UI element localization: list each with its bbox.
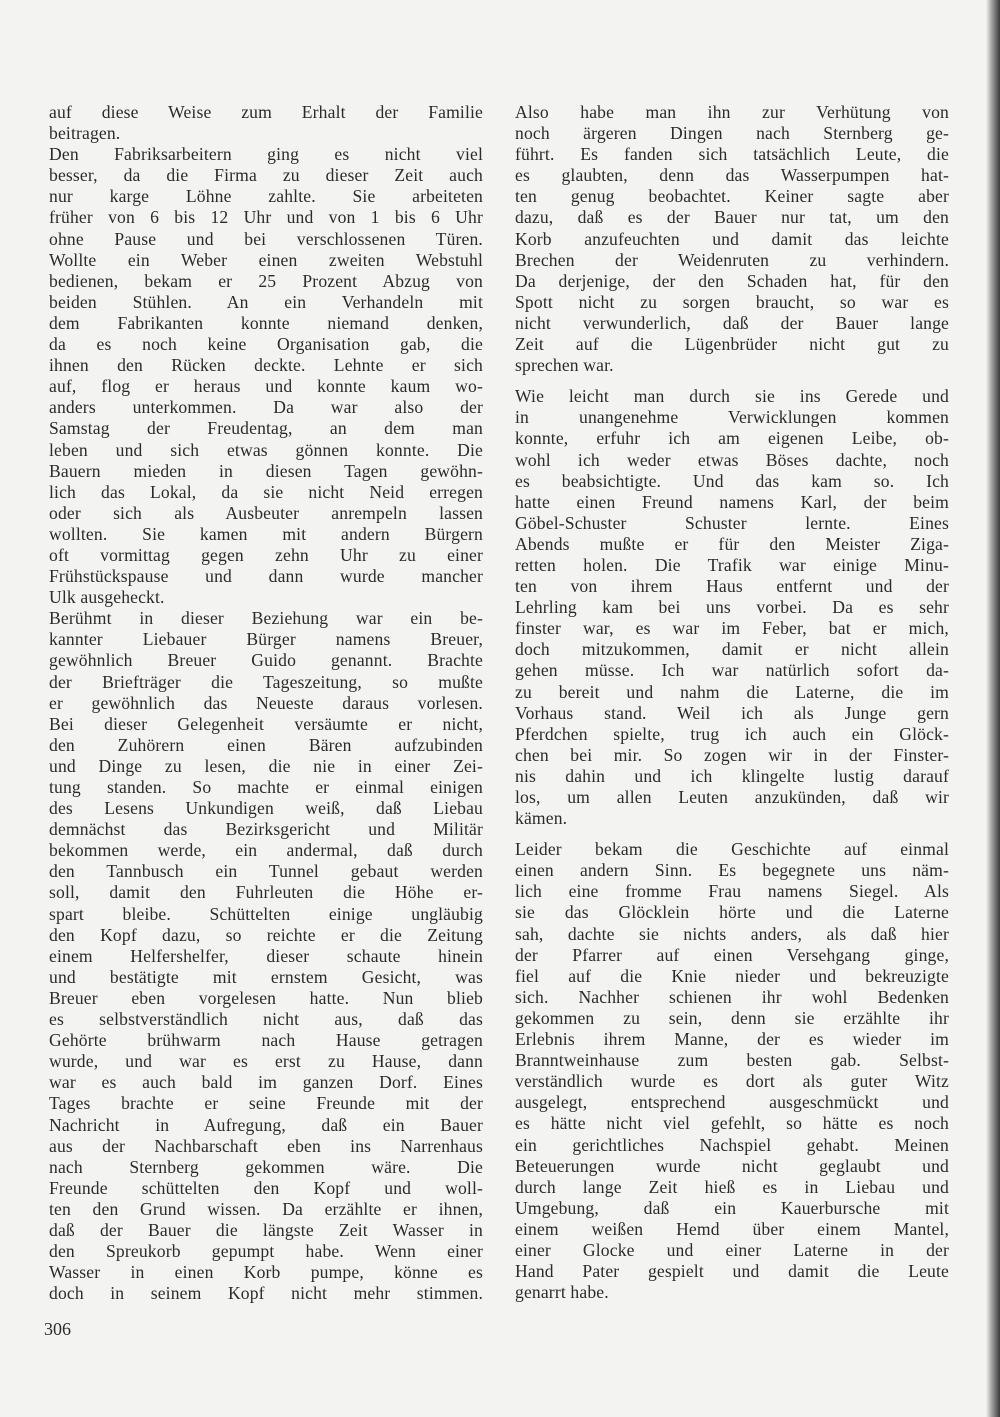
text-line: Leider bekam die Geschichte auf einmal [515,839,949,860]
text-line: finster war, es war im Feber, bat er mich, [515,618,949,639]
text-line: nur karge Löhne zahlte. Sie arbeiteten [49,186,483,207]
text-line: Wasser in einen Korb pumpe, könne es [49,1262,483,1283]
text-line: Vorhaus stand. Weil ich als Junge gern [515,702,949,723]
text-line: noch ärgeren Dingen nach Sternberg ge- [515,123,949,144]
text-line: oft vormittag gegen zehn Uhr zu einer [49,544,483,565]
text-line: beiden Stühlen. An ein Verhandeln mit [49,291,483,312]
text-line: in unangenehme Verwicklungen kommen [515,407,949,428]
text-line: des Lesens Unkundigen weiß, daß Liebau [49,798,483,819]
text-line: genarrt habe. [515,1282,609,1303]
text-line: chen bei mir. So zogen wir in der Finster- [515,744,949,765]
text-line: Hand Pater gespielt und damit die Leute [515,1261,949,1282]
page-edge-shadow [986,0,1000,1417]
text-line: und Dinge zu lesen, die nie in einer Zei- [49,755,483,776]
text-line: gewöhnlich Breuer Guido genannt. Brachte [49,650,483,671]
text-line: Breuer eben vorgelesen hatte. Nun blieb [49,987,483,1008]
text-line: er gewöhnlich das Neueste daraus vorlesen. [49,692,483,713]
text-line: soll, damit den Fuhrleuten die Höhe er- [49,882,483,903]
text-line: auf diese Weise zum Erhalt der Familie [49,102,483,122]
text-line: einem Helfershelfer, dieser schaute hinein [49,945,483,966]
text-line: doch in seinem Kopf nicht mehr stimmen. [49,1283,483,1304]
text-line: Göbel-Schuster Schuster lernte. Eines [515,512,949,533]
paragraph [49,608,483,1304]
text-line: Freunde schüttelten den Kopf und woll- [49,1177,483,1198]
text-line: ten genug beobachtet. Keiner sagte aber [515,186,949,207]
text-line: Beteuerungen wurde nicht geglaubt und [515,1155,949,1176]
text-line: Umgebung, daß ein Kauerbursche mit [515,1197,949,1218]
text-line: Frühstückspause und dann wurde mancher [49,566,483,587]
text-line: bedienen, bekam er 25 Prozent Abzug von [49,270,483,291]
text-line: einen andern Sinn. Es begegnete uns näm- [515,860,949,881]
text-line: den Zuhörern einen Bären aufzubinden [49,734,483,755]
text-line: Samstag der Freudentag, an dem man [49,418,483,439]
text-line: bekommen werde, ein andermal, daß durch [49,840,483,861]
page-number: 306 [44,1319,71,1339]
text-line: gehen müsse. Ich war natürlich sofort da- [515,660,949,681]
text-line: es beabsichtigte. Und das kam so. Ich [515,470,949,491]
text-line: Brechen der Weidenruten zu verhindern. [515,249,949,270]
text-line: ohne Pause und bei verschlossenen Türen. [49,228,483,249]
text-line: Da derjenige, der den Schaden hat, für den [515,270,949,291]
text-line: Erlebnis ihrem Manne, der es wieder im [515,1029,949,1050]
text-line: leben und sich etwas gönnen konnte. Die [49,439,483,460]
text-line: da es noch keine Organisation gab, die [49,334,483,355]
text-line: Nachricht in Aufregung, daß ein Bauer [49,1114,483,1135]
text-line: kämen. [515,808,568,829]
text-line: Korb anzufeuchten und damit das leichte [515,228,949,249]
text-line: Pferdchen spielte, trug ich auch ein Glöck- [515,723,949,744]
text-line: Bei dieser Gelegenheit versäumte er nicht, [49,713,483,734]
text-line: einer Glocke und einer Laterne in der [515,1239,949,1260]
text-line: führt. Es fanden sich tatsächlich Leute, die [515,144,949,165]
text-line: Tages brachte er seine Freunde mit der [49,1093,483,1114]
right-text-column [515,102,949,1303]
text-line: es hätte nicht viel gefehlt, so hätte es noch [515,1113,949,1134]
text-line: sprechen war. [515,355,614,376]
text-line: einem weißen Hemd über einem Mantel, [515,1218,949,1239]
text-line: es selbstverständlich nicht aus, daß das [49,1009,483,1030]
text-line: der Briefträger die Tageszeitung, so mußte [49,671,483,692]
text-line: durch lange Zeit hieß es in Liebau und [515,1176,949,1197]
text-line: ein gerichtliches Nachspiel gehabt. Meinen [515,1134,949,1155]
text-line: den Tannbusch ein Tunnel gebaut werden [49,861,483,882]
text-line: den Kopf dazu, so reichte er die Zeitung [49,924,483,945]
text-line: gekommen zu sein, denn sie erzählte ihr [515,1007,949,1028]
paragraph [515,839,949,1303]
text-line: Also habe man ihn zur Verhütung von [515,102,949,122]
text-line: demnächst das Bezirksgericht und Militär [49,819,483,840]
text-line: wurde, und war es erst zu Hause, dann [49,1051,483,1072]
text-line: ihnen den Rücken deckte. Lehnte er sich [49,355,483,376]
text-line: und bestätigte mit ernstem Gesicht, was [49,966,483,987]
text-line: oder sich als Ausbeuter anrempeln lassen [49,502,483,523]
text-line: nicht verwunderlich, daß der Bauer lange [515,312,949,333]
text-line: sah, dachte sie nichts anders, als daß hier [515,923,949,944]
text-line: Zeit auf die Lügenbrüder nicht gut zu [515,334,949,355]
paragraph [515,386,949,829]
text-line: Wollte ein Weber einen zweiten Webstuhl [49,249,483,270]
text-line: ten von ihrem Haus entfernt und der [515,576,949,597]
text-line: Bauern mieden in diesen Tagen gewöhn- [49,460,483,481]
text-line: hatte einen Freund namens Karl, der beim [515,491,949,512]
text-line: Ulk ausgeheckt. [49,587,165,608]
text-line: besser, da die Firma zu dieser Zeit auch [49,165,483,186]
text-line: nis dahin und ich klingelte lustig darauf [515,765,949,786]
text-line: sich. Nachher schienen ihr wohl Bedenken [515,986,949,1007]
text-line: spart bleibe. Schüttelten einige ungläubig [49,903,483,924]
text-line: Gehörte brühwarm nach Hause getragen [49,1030,483,1051]
paragraph [515,102,949,376]
text-line: beitragen. [49,123,121,144]
text-line: auf, flog er heraus und konnte kaum wo- [49,376,483,397]
text-line: Den Fabriksarbeitern ging es nicht viel [49,144,483,165]
text-line: lich das Lokal, da sie nicht Neid erregen [49,481,483,502]
text-line: war es auch bald im ganzen Dorf. Eines [49,1072,483,1093]
text-line: Branntweinhause zum besten gab. Selbst- [515,1050,949,1071]
text-line: aus der Nachbarschaft eben ins Narrenhaus [49,1135,483,1156]
text-line: wohl ich weder etwas Böses dachte, noch [515,449,949,470]
text-line: Abends mußte er für den Meister Ziga- [515,533,949,554]
text-line: den Spreukorb gepumpt habe. Wenn einer [49,1241,483,1262]
text-line: Wie leicht man durch sie ins Gerede und [515,386,949,407]
text-line: kannter Liebauer Bürger namens Breuer, [49,629,483,650]
text-line: retten holen. Die Trafik war einige Minu- [515,554,949,575]
paragraph [49,144,483,608]
text-line: doch mitzukommen, damit er nicht allein [515,639,949,660]
text-line: zu bereit und nahm die Laterne, die im [515,681,949,702]
paragraph [49,102,483,144]
text-line: dem Fabrikanten konnte niemand denken, [49,312,483,333]
text-line: anders unterkommen. Da war also der [49,397,483,418]
text-line: früher von 6 bis 12 Uhr und von 1 bis 6 Uhr [49,207,483,228]
text-line: Berühmt in dieser Beziehung war ein be- [49,608,483,629]
text-line: dazu, daß es der Bauer nur tat, um den [515,207,949,228]
text-line: nach Sternberg gekommen wäre. Die [49,1156,483,1177]
text-line: fiel auf die Knie nieder und bekreuzigte [515,965,949,986]
text-line: ten den Grund wissen. Da erzählte er ihnen, [49,1198,483,1219]
text-line: Spott nicht zu sorgen braucht, so war es [515,291,949,312]
text-line: tung standen. So machte er einmal einigen [49,777,483,797]
text-line: verständlich wurde es dort als guter Witz [515,1071,949,1092]
text-line: es glaubten, denn das Wasserpumpen hat- [515,165,949,186]
text-line: ausgelegt, entsprechend ausgeschmückt und [515,1092,949,1113]
text-line: sie das Glöcklein hörte und die Laterne [515,902,949,923]
text-line: lich eine fromme Frau namens Siegel. Als [515,881,949,902]
text-line: wollten. Sie kamen mit andern Bürgern [49,523,483,544]
text-line: Lehrling kam bei uns vorbei. Da es sehr [515,597,949,618]
text-line: daß der Bauer die längste Zeit Wasser in [49,1219,483,1240]
text-line: der Pfarrer auf einen Versehgang ginge, [515,944,949,965]
text-line: los, um allen Leuten anzukünden, daß wir [515,787,949,807]
left-text-column [49,102,483,1304]
text-line: konnte, erfuhr ich am eigenen Leibe, ob- [515,428,949,449]
